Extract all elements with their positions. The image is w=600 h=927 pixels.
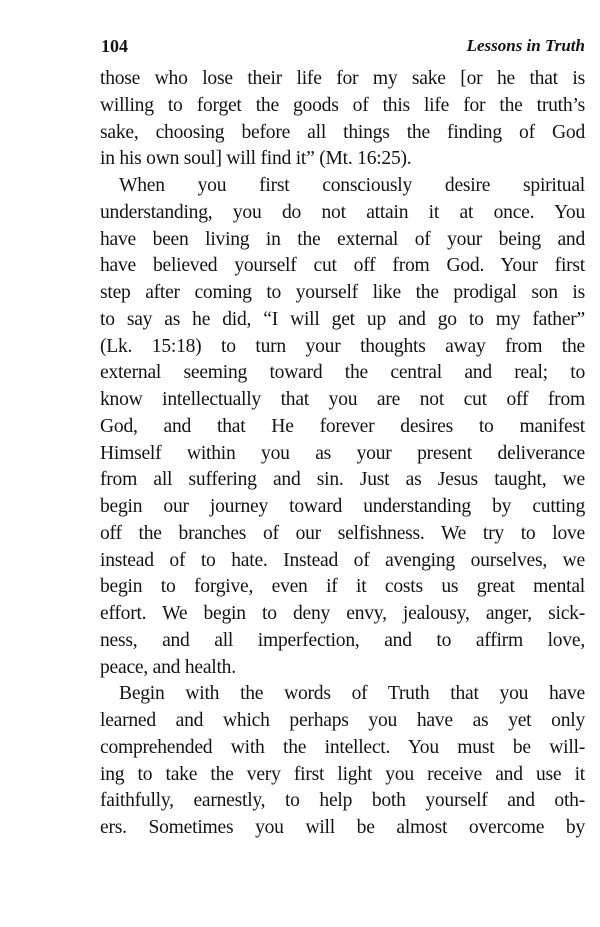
- text-line: from all suffering and sin. Just as Jesus taught, we: [100, 469, 585, 491]
- text-line: When you first consciously desire spiritual: [119, 175, 585, 196]
- text-line: God, and that He forever desires to manifest: [100, 415, 585, 437]
- text-line: effort. We begin to deny envy, jealousy, anger, sick-: [100, 603, 585, 624]
- text-line: peace, and health.: [100, 656, 236, 678]
- text-line: learned and which perhaps you have as yet only: [100, 710, 585, 731]
- text-line: know intellectually that you are not cut off from: [100, 389, 585, 410]
- text-line: willing to forget the goods of this life for the truth’s: [100, 94, 585, 116]
- text-line: step after coming to yourself like the prodigal son is: [100, 282, 585, 303]
- running-header: [100, 36, 585, 60]
- text-line: begin to forgive, even if it costs us great mental: [100, 576, 585, 598]
- text-line: external seeming toward the central and real; to: [100, 362, 585, 384]
- text-line: (Lk. 15:18) to turn your thoughts away from the: [100, 335, 585, 357]
- text-line: have believed yourself cut off from God. Your first: [100, 255, 585, 277]
- text-line: off the branches of our selfishness. We try to love: [100, 522, 585, 544]
- running-title: Lessons in Truth: [466, 36, 585, 55]
- text-line: Begin with the words of Truth that you have: [119, 683, 585, 705]
- text-line: understanding, you do not attain it at once. You: [100, 201, 585, 223]
- text-line: in his own soul] will find it” (Mt. 16:25).: [100, 148, 412, 170]
- text-line: instead of to hate. Instead of avenging ourselves, we: [100, 549, 585, 571]
- text-line: ing to take the very first light you receive and use it: [100, 763, 585, 785]
- text-line: have been living in the external of your being and: [100, 228, 585, 250]
- text-line: faithfully, earnestly, to help both yourself and oth-: [100, 790, 585, 812]
- text-line: ers. Sometimes you will be almost overcome by: [100, 817, 585, 838]
- text-line: Himself within you as your present deliverance: [100, 442, 585, 464]
- text-line: comprehended with the intellect. You must be will-: [100, 736, 585, 758]
- text-line: sake, choosing before all things the finding of God: [100, 121, 585, 143]
- body-text: [100, 66, 585, 842]
- text-line: ness, and all imperfection, and to affirm love,: [100, 629, 585, 651]
- text-line: begin our journey toward understanding by cutting: [100, 496, 585, 517]
- page-number: 104: [101, 36, 128, 56]
- text-line: to say as he did, “I will get up and go to my father”: [100, 308, 585, 330]
- text-line: those who lose their life for my sake [or he that is: [100, 68, 585, 89]
